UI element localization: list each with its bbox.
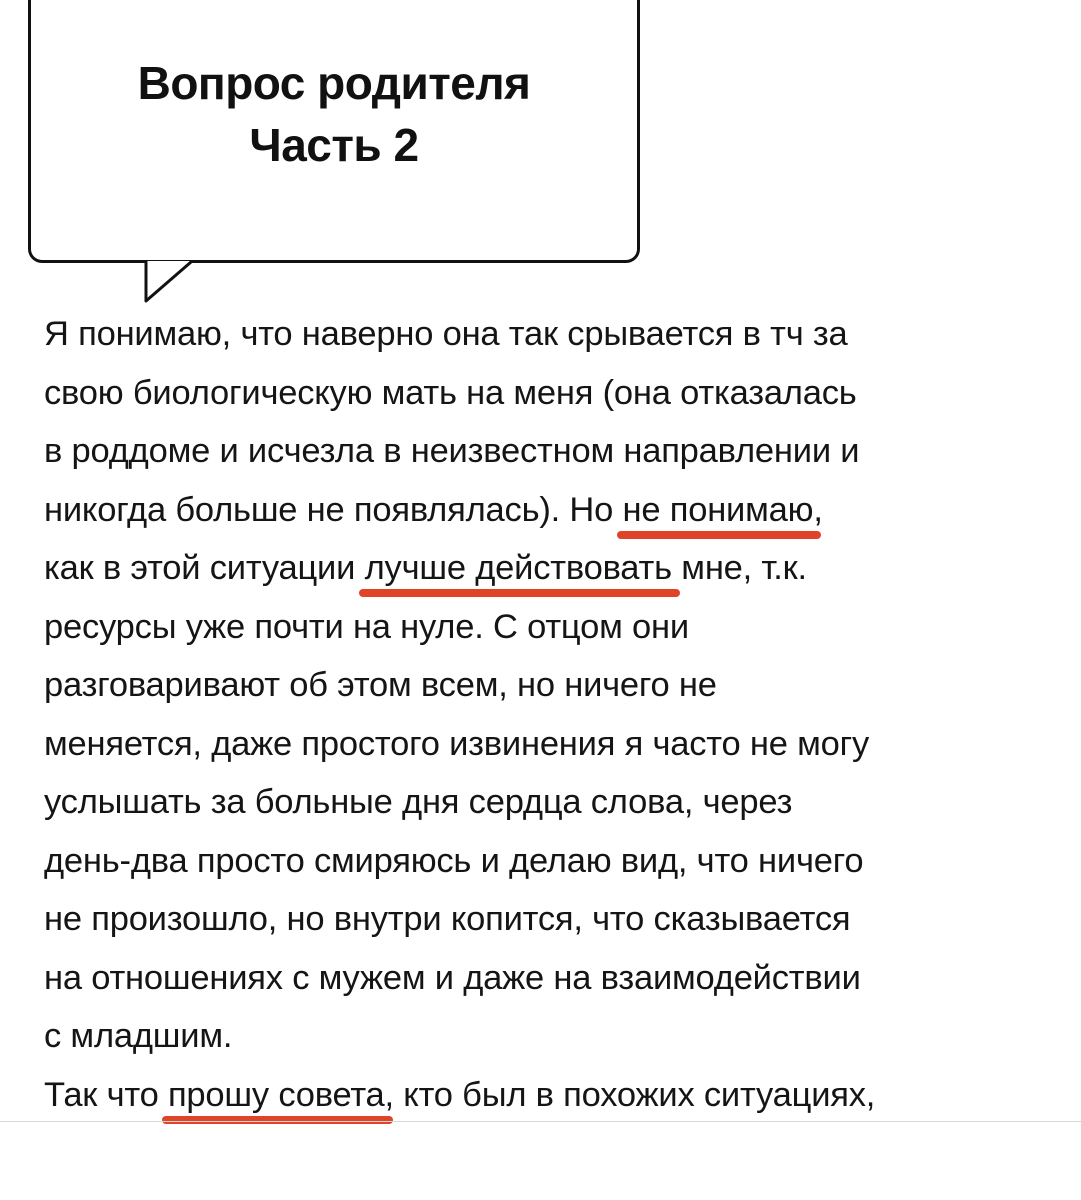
text-line: день-два просто смиряюсь и делаю вид, что ничего [44,841,864,880]
bubble-title [28,52,640,176]
text-line: в роддоме и исчезла в неизвестном направлении и [44,432,860,470]
underlined-phrase [623,491,814,529]
underlined-phrase [365,549,672,587]
underlined-phrase [168,1076,385,1114]
red-underline [162,1116,393,1124]
text-line [44,481,1054,540]
title-line-2: Часть 2 [249,119,419,171]
red-underline [359,589,680,597]
red-underline [617,531,822,539]
text-segment: никогда больше не появлялась). Но [44,490,623,529]
text-line [44,539,1054,598]
text-line [44,1066,1054,1125]
text-line: услышать за больные дня сердца слова, через [44,783,793,821]
highlighted-text: лучше действовать [364,549,672,587]
text-segment: , [813,490,823,529]
text-line: с младшим. [44,1017,233,1055]
question-text [44,305,1054,1124]
highlighted-text: прошу совета [167,1075,385,1114]
text-line: меняется, даже простого извинения я часто не могу [44,724,870,763]
text-line: ресурсы уже почти на нуле. С отцом они [44,607,689,646]
text-segment: мне, т.к. [671,549,807,587]
text-segment: как в этой ситуации [44,549,365,587]
text-line: не произошло, но внутри копится, что сказывается [44,900,851,938]
text-line: на отношениях с мужем и даже на взаимодействии [44,958,861,997]
text-segment: , кто был в похожих ситуациях, [384,1075,876,1114]
text-line: свою биологическую мать на меня (она отказалась [44,373,857,412]
title-line-1: Вопрос родителя [137,57,531,109]
page-divider [0,1121,1081,1122]
text-line: Я понимаю, что наверно она так срывается в тч за [44,315,848,353]
highlighted-text: не понимаю [622,490,814,529]
text-line: разговаривают об этом всем, но ничего не [44,666,717,704]
text-segment: Так что [44,1075,168,1114]
